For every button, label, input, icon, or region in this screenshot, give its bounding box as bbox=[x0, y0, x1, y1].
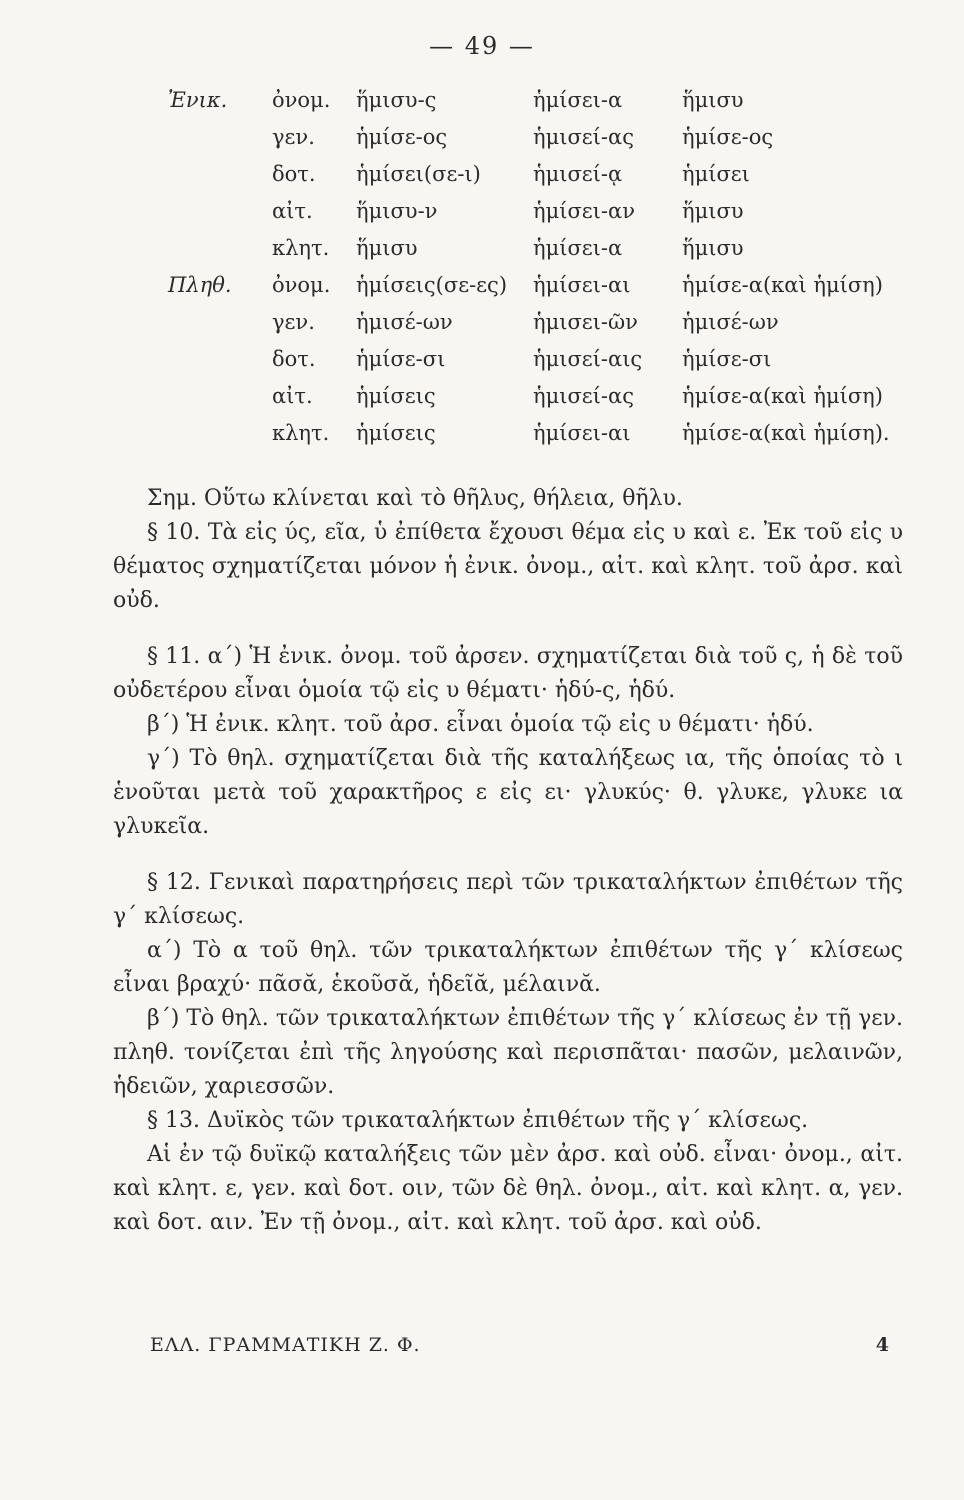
table-row bbox=[0, 304, 964, 341]
feminine-form: ἡμισεί-ᾳ bbox=[533, 162, 623, 186]
table-row bbox=[0, 341, 964, 378]
page-number: — 49 — bbox=[429, 32, 535, 60]
neuter-form: ἡμίσε-ος bbox=[682, 125, 774, 149]
case-name: γεν. bbox=[272, 125, 315, 149]
masculine-form: ἡμισέ-ων bbox=[356, 310, 453, 334]
feminine-form: ἡμίσει-αι bbox=[533, 273, 631, 297]
neuter-form: ἡμισέ-ων bbox=[682, 310, 779, 334]
masculine-form: ἡμίσεις(σε-ες) bbox=[356, 273, 508, 297]
section-12a-paragraph: α΄) Τὸ α τοῦ θηλ. τῶν τρικαταλήκτων ἐπιθέτων τῆς γ΄ κλίσεως εἶναι βραχύ· πᾶσᾰ, ἑκοῦσᾰ, ἡδεῖᾰ, μέλαινᾰ. bbox=[113, 938, 903, 997]
feminine-form: ἡμίσει-α bbox=[533, 88, 623, 112]
table-row bbox=[0, 156, 964, 193]
feminine-form: ἡμίσει-αν bbox=[533, 199, 635, 223]
table-row bbox=[0, 230, 964, 267]
section-10-paragraph: § 10. Τὰ εἰς ύς, εῖα, ὑ ἐπίθετα ἔχουσι θέμα εἰς υ καὶ ε. Ἐκ τοῦ εἰς υ θέματος σχηματίζεται μόνον ἡ ἐνικ. ὀνομ., αἰτ. καὶ κλητ. τοῦ ἀρσ. καὶ οὐδ. bbox=[113, 520, 903, 613]
case-name: γεν. bbox=[272, 310, 315, 334]
case-name: δοτ. bbox=[272, 347, 316, 371]
table-row bbox=[0, 378, 964, 415]
case-name: ὀνομ. bbox=[272, 273, 331, 297]
section-12b-paragraph: β΄) Τὸ θηλ. τῶν τρικαταλήκτων ἐπιθέτων τῆς γ΄ κλίσεως ἐν τῇ γεν. πληθ. τονίζεται ἐπὶ τῆς ληγούσης καὶ περισπᾶται· πασῶν, μελαινῶν, ἡδειῶν, χαριεσσῶν. bbox=[113, 1006, 903, 1099]
masculine-form: ἥμισυ-ν bbox=[356, 199, 438, 223]
section-13-paragraph: Αἱ ἐν τῷ δυϊκῷ καταλήξεις τῶν μὲν ἀρσ. καὶ οὐδ. εἶναι· ὀνομ., αἰτ. καὶ κλητ. ε, γεν. καὶ δοτ. οιν, τῶν δὲ θηλ. ὀνομ., αἰτ. καὶ κλητ. α, γεν. καὶ δοτ. αιν. Ἐν τῇ ὀνομ., αἰτ. καὶ κλητ. τοῦ ἀρσ. καὶ οὐδ. bbox=[113, 1142, 903, 1235]
masculine-form: ἡμίσεις bbox=[356, 384, 436, 408]
masculine-form: ἥμισυ-ς bbox=[356, 88, 437, 112]
neuter-form: ἥμισυ bbox=[682, 88, 744, 112]
feminine-form: ἡμισεί-ας bbox=[533, 125, 634, 149]
note-paragraph: Σημ. Οὕτω κλίνεται καὶ τὸ θῆλυς, θήλεια, θῆλυ. bbox=[147, 486, 683, 511]
plural-label: Πληθ. bbox=[168, 273, 232, 297]
neuter-form: ἡμίσε-σι bbox=[682, 347, 772, 371]
case-name: αἰτ. bbox=[272, 199, 313, 223]
table-row bbox=[0, 82, 964, 119]
case-name: δοτ. bbox=[272, 162, 316, 186]
neuter-form: ἡμίσε-α(καὶ ἡμίση) bbox=[682, 273, 883, 297]
masculine-form: ἥμισυ bbox=[356, 236, 418, 260]
footer-book-title: ΕΛΛ. ΓΡΑΜΜΑΤΙΚΗ Ζ. Φ. bbox=[150, 1334, 421, 1356]
neuter-form: ἡμίσε-α(καὶ ἡμίση) bbox=[682, 384, 883, 408]
masculine-form: ἡμίσει(σε-ι) bbox=[356, 162, 481, 186]
section-11b-paragraph: β΄) Ἡ ἐνικ. κλητ. τοῦ ἀρσ. εἶναι ὁμοία τῷ εἰς υ θέματι· ἡδύ. bbox=[147, 712, 814, 737]
masculine-form: ἡμίσεις bbox=[356, 421, 436, 445]
singular-label: Ἐνικ. bbox=[168, 88, 228, 112]
masculine-form: ἡμίσε-ος bbox=[356, 125, 448, 149]
declension-table bbox=[0, 82, 964, 452]
neuter-form: ἥμισυ bbox=[682, 199, 744, 223]
case-name: κλητ. bbox=[272, 421, 330, 445]
case-name: ὀνομ. bbox=[272, 88, 331, 112]
table-row bbox=[0, 267, 964, 304]
feminine-form: ἡμισεί-αις bbox=[533, 347, 643, 371]
feminine-form: ἡμισει-ῶν bbox=[533, 310, 638, 334]
table-row bbox=[0, 193, 964, 230]
table-row bbox=[0, 119, 964, 156]
neuter-form: ἡμίσε-α(καὶ ἡμίση). bbox=[682, 421, 890, 445]
section-12-heading: § 12. Γενικαὶ παρατηρήσεις περὶ τῶν τρικαταλήκτων ἐπιθέτων τῆς γ΄ κλίσεως. bbox=[113, 870, 903, 929]
masculine-form: ἡμίσε-σι bbox=[356, 347, 446, 371]
case-name: κλητ. bbox=[272, 236, 330, 260]
table-row bbox=[0, 415, 964, 452]
section-13-heading: § 13. Δυϊκὸς τῶν τρικαταλήκτων ἐπιθέτων τῆς γ΄ κλίσεως. bbox=[147, 1108, 809, 1133]
case-name: αἰτ. bbox=[272, 384, 313, 408]
feminine-form: ἡμισεί-ας bbox=[533, 384, 634, 408]
feminine-form: ἡμίσει-α bbox=[533, 236, 623, 260]
neuter-form: ἡμίσει bbox=[682, 162, 750, 186]
signature-mark: 4 bbox=[875, 1334, 890, 1356]
feminine-form: ἡμίσει-αι bbox=[533, 421, 631, 445]
neuter-form: ἥμισυ bbox=[682, 236, 744, 260]
body-text bbox=[113, 482, 903, 1240]
section-11a-paragraph: § 11. α΄) Ἡ ἐνικ. ὀνομ. τοῦ ἀρσεν. σχηματίζεται διὰ τοῦ ς, ἡ δὲ τοῦ οὐδετέρου εἶναι ὁμοία τῷ εἰς υ θέματι· ἡδύ-ς, ἡδύ. bbox=[113, 644, 903, 703]
section-11c-paragraph: γ΄) Τὸ θηλ. σχηματίζεται διὰ τῆς καταλήξεως ια, τῆς ὁποίας τὸ ι ἑνοῦται μετὰ τοῦ χαρακτῆρος ε εἰς ει· γλυκύς· θ. γλυκε, γλυκε ια γλυκεῖα. bbox=[113, 746, 903, 839]
